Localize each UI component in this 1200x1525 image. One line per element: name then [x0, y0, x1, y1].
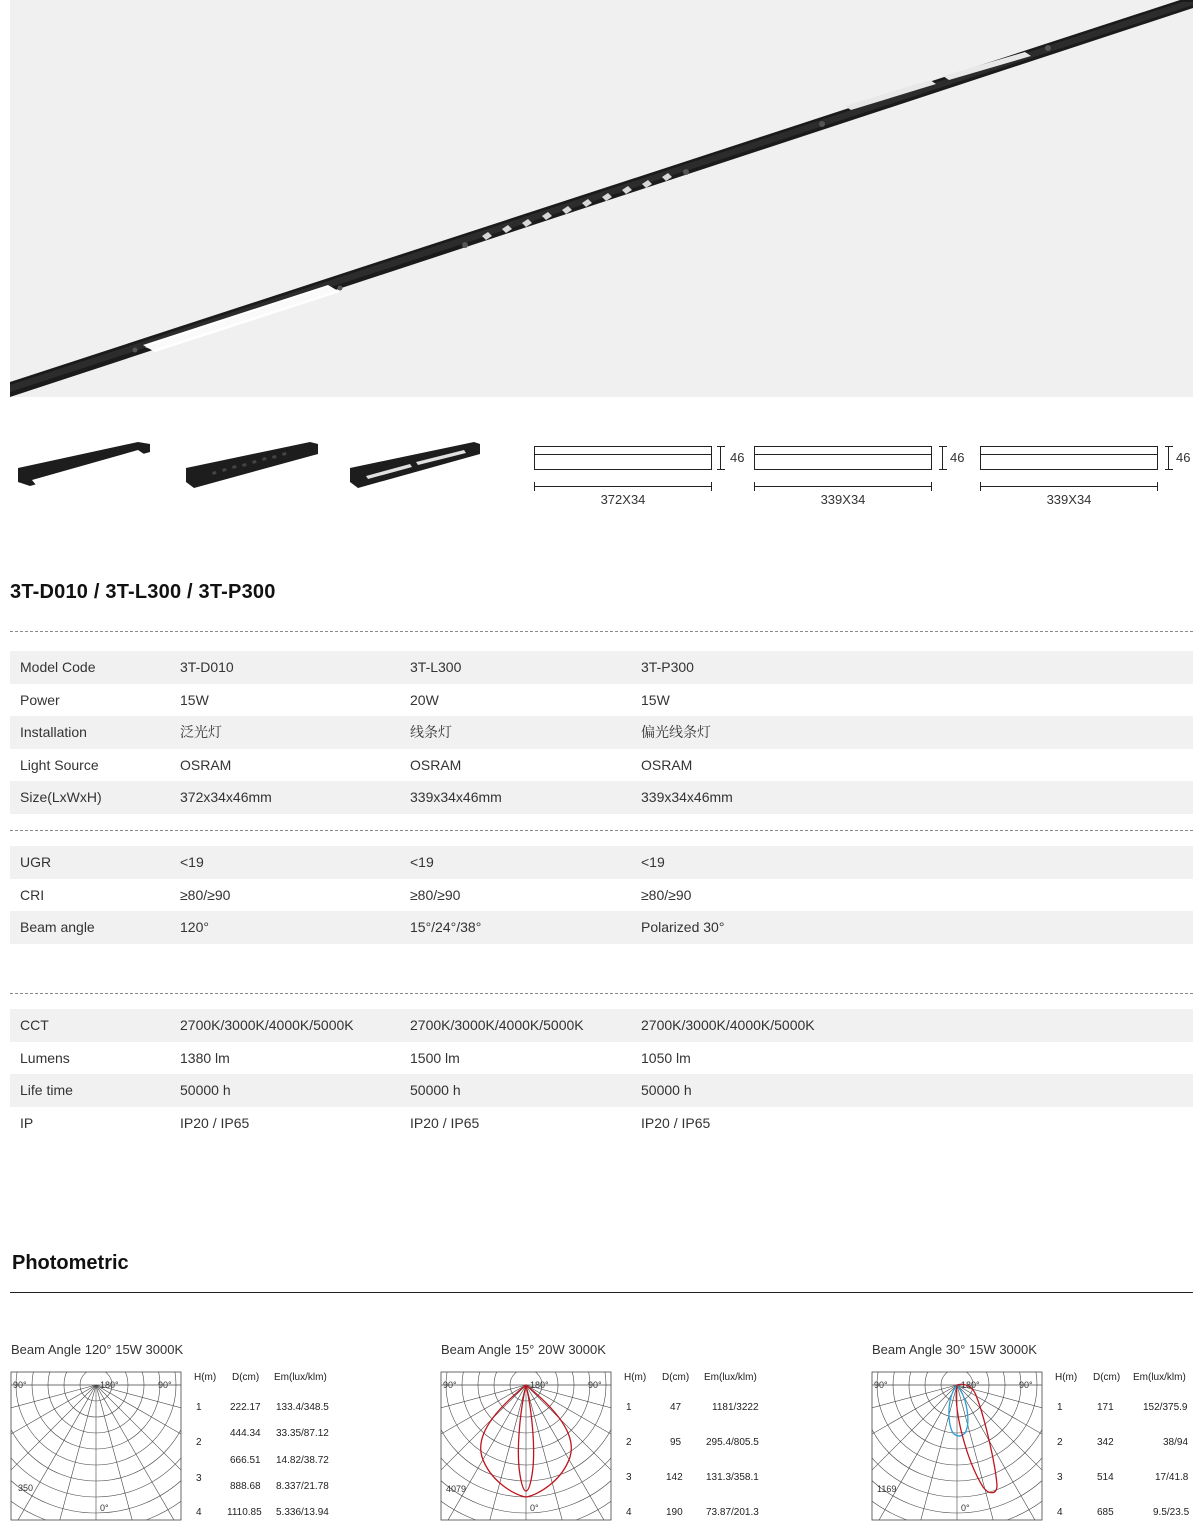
spec-value: ≥80/≥90 [641, 886, 692, 903]
spec-label: CCT [20, 1017, 49, 1034]
spec-value: OSRAM [641, 756, 693, 773]
table-cell: 17/41.8 [1155, 1472, 1189, 1483]
spec-value: <19 [641, 854, 665, 871]
polar-spoke [440, 1385, 526, 1495]
svg-text:180°: 180° [530, 1380, 549, 1390]
table-cell: 1 [196, 1402, 202, 1413]
table-cell: 2 [196, 1437, 202, 1448]
photometric-block-3 [871, 1338, 1200, 1525]
table-header: H(m) [1055, 1372, 1078, 1383]
polar-spoke [871, 1385, 957, 1495]
spec-value: 339x34x46mm [410, 789, 502, 806]
table-cell: 9.5/23.5 [1153, 1507, 1190, 1518]
spec-row [10, 716, 1193, 749]
svg-text:90°: 90° [443, 1380, 457, 1390]
spec-row [10, 911, 1193, 944]
spec-value: Polarized 30° [641, 919, 725, 936]
spec-value: 2700K/3000K/4000K/5000K [410, 1017, 584, 1034]
spec-label: Size(LxWxH) [20, 789, 102, 806]
dimension-width-label: 372X34 [600, 492, 646, 507]
track-rail-illustration [10, 0, 1193, 397]
polar-spoke [957, 1385, 1043, 1495]
spec-table-performance [10, 1009, 1193, 1139]
dimension-height-label: 46 [1176, 450, 1191, 465]
svg-text:90°: 90° [158, 1380, 172, 1390]
spec-row [10, 1074, 1193, 1107]
spec-value: <19 [180, 854, 204, 871]
thumbnail-3t-p300 [348, 430, 488, 500]
spec-value: 1050 lm [641, 1049, 691, 1066]
svg-text:180°: 180° [961, 1380, 980, 1390]
table-cell: 685 [1097, 1507, 1114, 1518]
spec-value: 1500 lm [410, 1049, 460, 1066]
spec-value: 50000 h [641, 1082, 692, 1099]
table-cell: 1 [626, 1402, 632, 1413]
svg-text:4079: 4079 [446, 1484, 467, 1494]
photometric-title: Photometric [12, 1252, 129, 1274]
table-cell: 152/375.9 [1143, 1402, 1188, 1413]
svg-text:90°: 90° [1019, 1380, 1033, 1390]
dimension-height-label: 46 [950, 450, 965, 465]
polar-diagram [440, 1371, 612, 1521]
svg-text:90°: 90° [588, 1380, 602, 1390]
spec-value: <19 [410, 854, 434, 871]
table-cell: 1 [1057, 1402, 1063, 1413]
table-cell: 666.51 [230, 1455, 261, 1466]
table-cell: 33.35/87.12 [276, 1428, 329, 1439]
spec-value: 偏光线条灯 [641, 724, 711, 741]
svg-text:0°: 0° [530, 1503, 539, 1513]
polar-spoke [957, 1385, 1043, 1521]
polar-spoke [526, 1385, 583, 1521]
spec-row [10, 651, 1193, 684]
polar-spoke [900, 1385, 957, 1521]
table-cell: 131.3/358.1 [706, 1472, 759, 1483]
table-cell: 14.82/38.72 [276, 1455, 329, 1466]
product-thumbnails [10, 430, 510, 510]
spec-row [10, 879, 1193, 912]
spec-value: 2700K/3000K/4000K/5000K [180, 1017, 354, 1034]
svg-text:350: 350 [18, 1483, 34, 1493]
dimension-width-label: 339X34 [1046, 492, 1092, 507]
dimension-width-label: 339X34 [820, 492, 866, 507]
table-cell: 142 [666, 1472, 683, 1483]
polar-spoke [526, 1385, 612, 1521]
spec-value: IP20 / IP65 [410, 1114, 480, 1131]
spec-value: 3T-P300 [641, 659, 694, 676]
thumbnail-3t-l300 [182, 430, 322, 500]
spec-label: Beam angle [20, 919, 95, 936]
svg-text:90°: 90° [874, 1380, 888, 1390]
product-title: 3T-D010 / 3T-L300 / 3T-P300 [10, 581, 276, 603]
svg-text:0°: 0° [961, 1503, 970, 1513]
spec-value: 372x34x46mm [180, 789, 272, 806]
svg-text:180°: 180° [100, 1380, 119, 1390]
polar-spoke [96, 1385, 182, 1521]
spec-value: ≥80/≥90 [180, 886, 231, 903]
photometric-block-title: Beam Angle 120° 15W 3000K [11, 1342, 184, 1357]
spec-label: Life time [20, 1082, 73, 1099]
spec-value: 3T-D010 [180, 659, 234, 676]
spec-value: 2700K/3000K/4000K/5000K [641, 1017, 815, 1034]
spec-value: 120° [180, 919, 209, 936]
table-header: D(cm) [662, 1372, 690, 1383]
polar-spoke [39, 1385, 96, 1521]
polar-spoke [10, 1385, 96, 1521]
spec-value: OSRAM [180, 756, 232, 773]
divider [10, 1292, 1193, 1293]
polar-spoke [440, 1385, 526, 1521]
polar-spoke [526, 1385, 612, 1521]
table-cell: 4 [1057, 1507, 1063, 1518]
spec-value: 3T-L300 [410, 659, 462, 676]
divider [10, 993, 1193, 994]
spec-value: 50000 h [180, 1082, 231, 1099]
polar-spoke [871, 1385, 957, 1521]
table-cell: 3 [1057, 1472, 1063, 1483]
table-header: Em(lux/klm) [704, 1372, 757, 1383]
polar-spoke [440, 1385, 526, 1521]
table-cell: 342 [1097, 1437, 1114, 1448]
table-cell: 295.4/805.5 [706, 1437, 759, 1448]
polar-spoke [10, 1385, 96, 1521]
table-cell: 514 [1097, 1472, 1114, 1483]
spec-label: Lumens [20, 1049, 70, 1066]
spec-label: UGR [20, 854, 52, 871]
polar-spoke [96, 1385, 182, 1495]
table-cell: 444.34 [230, 1428, 261, 1439]
polar-spoke [526, 1385, 612, 1495]
spec-value: 15W [180, 691, 209, 708]
spec-row [10, 749, 1193, 782]
divider [10, 830, 1193, 831]
table-cell: 2 [626, 1437, 632, 1448]
spec-label: Light Source [20, 756, 99, 773]
spec-row [10, 781, 1193, 814]
spec-label: Installation [20, 724, 87, 741]
table-cell: 5.336/13.94 [276, 1507, 329, 1518]
table-cell: 95 [670, 1437, 682, 1448]
spec-row [10, 1009, 1193, 1042]
polar-diagram [10, 1371, 182, 1521]
table-cell: 8.337/21.78 [276, 1481, 329, 1492]
table-header: Em(lux/klm) [274, 1372, 327, 1383]
table-header: Em(lux/klm) [1133, 1372, 1186, 1383]
hero-product-image [10, 0, 1193, 397]
table-cell: 190 [666, 1507, 683, 1518]
table-cell: 1110.85 [227, 1507, 262, 1518]
table-cell: 222.17 [230, 1402, 261, 1413]
spec-value: 20W [410, 691, 439, 708]
table-cell: 3 [196, 1473, 202, 1484]
spec-row [10, 684, 1193, 717]
dimension-height-label: 46 [730, 450, 745, 465]
table-cell: 4 [196, 1507, 202, 1518]
table-cell: 1181/3222 [712, 1402, 759, 1413]
spec-value: 15W [641, 691, 670, 708]
polar-spoke [469, 1385, 526, 1521]
spec-table-optical [10, 846, 1193, 944]
table-cell: 2 [1057, 1437, 1063, 1448]
table-cell: 4 [626, 1507, 632, 1518]
svg-text:0°: 0° [100, 1503, 109, 1513]
table-cell: 47 [670, 1402, 682, 1413]
spec-value: 339x34x46mm [641, 789, 733, 806]
polar-spoke [96, 1385, 153, 1521]
spec-value: IP20 / IP65 [180, 1114, 250, 1131]
spec-value: 线条灯 [410, 724, 452, 741]
polar-spoke [96, 1385, 182, 1521]
table-header: H(m) [624, 1372, 647, 1383]
polar-spoke [957, 1385, 1043, 1521]
spec-value: 泛光灯 [180, 724, 222, 741]
photometric-block-2 [440, 1338, 840, 1525]
table-cell: 171 [1097, 1402, 1114, 1413]
polar-spoke [10, 1385, 96, 1495]
polar-diagram [871, 1371, 1043, 1521]
thumbnail-3t-d010 [10, 430, 150, 500]
spec-value: 1380 lm [180, 1049, 230, 1066]
table-cell: 133.4/348.5 [276, 1402, 329, 1413]
spec-value: OSRAM [410, 756, 462, 773]
spec-table-general [10, 651, 1193, 814]
spec-value: ≥80/≥90 [410, 886, 461, 903]
divider [10, 631, 1193, 632]
polar-curve-c0 [956, 1384, 997, 1492]
photometric-block-1 [10, 1338, 410, 1525]
photometric-block-title: Beam Angle 15° 20W 3000K [441, 1342, 606, 1357]
spec-row [10, 1107, 1193, 1140]
photometric-block-title: Beam Angle 30° 15W 3000K [872, 1342, 1037, 1357]
spec-row [10, 1042, 1193, 1075]
table-header: D(cm) [232, 1372, 260, 1383]
spec-value: 15°/24°/38° [410, 919, 482, 936]
svg-text:1169: 1169 [877, 1484, 897, 1494]
spec-value: 50000 h [410, 1082, 461, 1099]
table-cell: 73.87/201.3 [706, 1507, 759, 1518]
table-cell: 888.68 [230, 1481, 261, 1492]
spec-label: IP [20, 1114, 34, 1131]
table-header: H(m) [194, 1372, 217, 1383]
spec-row [10, 846, 1193, 879]
dimension-drawings [530, 440, 1200, 520]
table-cell: 3 [626, 1472, 632, 1483]
polar-spoke [871, 1385, 957, 1521]
spec-label: Model Code [20, 659, 96, 676]
table-cell: 38/94 [1163, 1437, 1189, 1448]
svg-text:90°: 90° [13, 1380, 27, 1390]
spec-value: IP20 / IP65 [641, 1114, 711, 1131]
spec-label: Power [20, 691, 60, 708]
table-header: D(cm) [1093, 1372, 1121, 1383]
spec-label: CRI [20, 886, 45, 903]
